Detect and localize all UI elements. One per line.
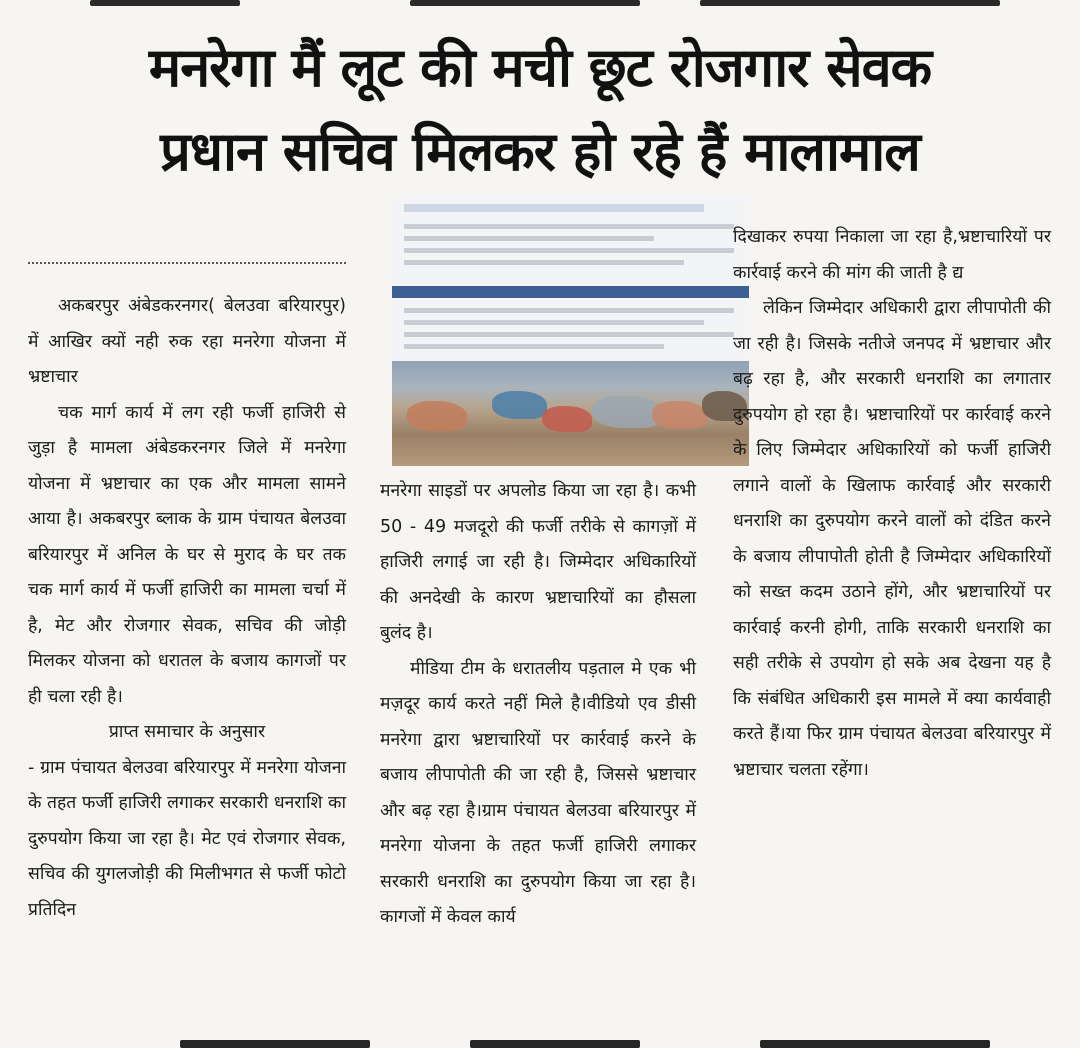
article-column-1 <box>28 289 346 928</box>
headline <box>0 26 1080 194</box>
paragraph: मीडिया टीम के धरातलीय पड़ताल मे एक भी मज़दूर कार्य करते नहीं मिले है।वीडियो एव डीसी मनरेगा द्वारा भ्रष्टाचारियों पर कार्रवाई करने के बजाय लीपापोती की जा रही है, जिससे भ्रष्टाचार और बढ़ रहा है।ग्राम पंचायत बेलउवा बरियारपुर में मनरेगा योजना के तहत फर्जी हाजिरी लगाकर सरकारी धनराशि का दुरुपयोग किया जा रहा है। कागजों में केवल कार्य <box>380 658 696 927</box>
dotted-separator <box>28 262 346 264</box>
paragraph: चक मार्ग कार्य में लग रही फर्जी हाजिरी से जुड़ा है मामला अंबेडकरनगर जिले में मनरेगा योजना में भ्रष्टाचार का एक और मामला सामने आया है। अकबरपुर ब्लाक के ग्राम पंचायत बेलउवा बरियारपुर में अनिल के घर से मुराद के घर तक चक मार्ग कार्य में फर्जी हाजिरी का मामला चर्चा में है, मेट और रोजगार सेवक, सचिव की जोड़ी मिलकर योजना को धरातल के बजाय कागजों पर ही चला रही है। <box>28 402 346 707</box>
article-column-3 <box>733 220 1051 788</box>
article-photo <box>392 196 749 466</box>
screenshot-image <box>392 196 749 361</box>
paragraph: मनरेगा साइडों पर अपलोड किया जा रहा है। कभी 50 - 49 मजदूरो की फर्जी तरीके से कागज़ों में हाजिरी लगाई जा रही है। जिम्मेदार अधिकारियों की अनदेखी के कारण भ्रष्टाचारियों का हौसला बुलंद है। <box>380 481 696 643</box>
headline-line-2: प्रधान सचिव मिलकर हो रहे हैं मालामाल <box>160 120 920 183</box>
cropped-text-strip-bottom <box>0 1036 1080 1048</box>
paragraph: लेकिन जिम्मेदार अधिकारी द्वारा लीपापोती की जा रही है। जिसके नतीजे जनपद में भ्रष्टाचार और बढ़ रहा है, और सरकारी धनराशि का लगातार दुरुपयोग हो रहा है। भ्रष्टाचारियों पर कार्रवाई करने के लिए जिम्मेदार अधिकारियों को फर्जी हाजिरी लगाने वालों के खिलाफ कार्रवाई और सरकारी धनराशि का दुरुपयोग करने वालों को दंडित करने के बजाय लीपापोती होती है जिम्मेदार अधिकारियों को सख्त कदम उठाने होंगे, और भ्रष्टाचारियों पर कार्रवाई करनी होगी, ताकि सरकारी धनराशि का सही तरीके से उपयोग हो सके अब देखना यह है कि संबंधित अधिकारी इस मामले में क्या कार्यवाही करते हैं।या फिर ग्राम पंचायत बेलउवा बरियारपुर में भ्रष्टाचार चलता रहेंगा। <box>733 298 1051 780</box>
article-column-2 <box>380 474 696 936</box>
field-image <box>392 361 749 466</box>
paragraph: अकबरपुर अंबेडकरनगर( बेलउवा बरियारपुर) में आखिर क्यों नही रुक रहा मनरेगा योजना में भ्रष्टाचार <box>28 296 346 387</box>
headline-line-1: मनरेगा मैं लूट की मची छूट रोजगार सेवक <box>148 36 932 99</box>
cropped-text-strip-top <box>0 0 1080 14</box>
paragraph: प्राप्त समाचार के अनुसार <box>108 722 266 742</box>
paragraph: - ग्राम पंचायत बेलउवा बरियारपुर में मनरेगा योजना के तहत फर्जी हाजिरी लगाकर सरकारी धनराशि का दुरुपयोग किया जा रहा है। मेट एवं रोजगार सेवक, सचिव की युगलजोड़ी की मिलीभगत से फर्जी फोटो प्रतिदिन <box>28 757 346 920</box>
paragraph: दिखाकर रुपया निकाला जा रहा है,भ्रष्टाचारियों पर कार्रवाई करने की मांग की जाती है द्य <box>733 227 1051 283</box>
